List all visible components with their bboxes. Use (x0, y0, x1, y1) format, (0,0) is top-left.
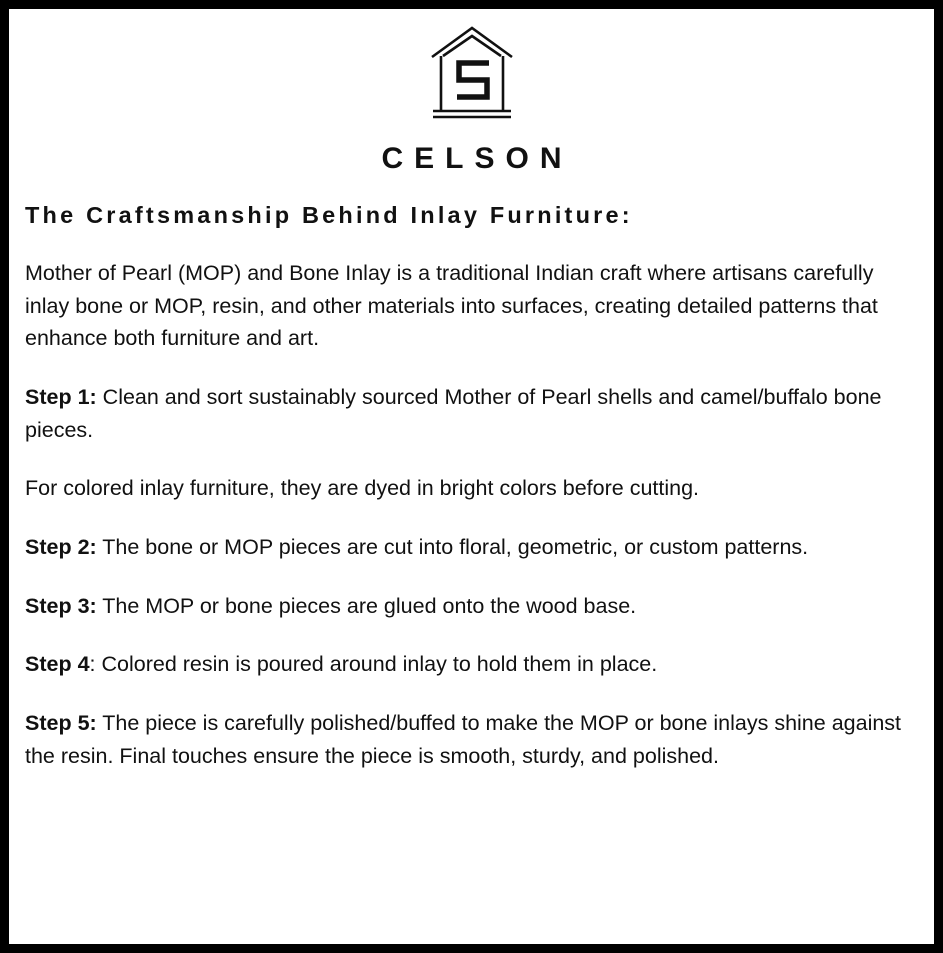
paragraph (25, 707, 918, 772)
paragraph (25, 531, 918, 564)
paragraph (25, 257, 918, 355)
paragraph-text: For colored inlay furniture, they are dyed in bright colors before cutting. (25, 476, 700, 501)
paragraph-text: The MOP or bone pieces are glued onto the wood base. (96, 593, 637, 618)
paragraph (25, 381, 918, 446)
paragraph (25, 472, 918, 505)
body-content (25, 257, 918, 772)
paragraph (25, 590, 918, 623)
brand-name: CELSON (381, 142, 573, 175)
paragraph-text: The piece is carefully polished/buffed to make the MOP or bone inlays shine against the resin. Final touches ensure the piece is smooth, sturdy, and polished. (25, 711, 902, 768)
paragraph-lead: Step 1: (25, 385, 97, 410)
paragraph-lead: Step 3: (25, 593, 97, 618)
paragraph-text: Mother of Pearl (MOP) and Bone Inlay is a traditional Indian craft where artisans carefully inlay bone or MOP, resin, and other materials into surfaces, creating detailed patterns that enhance both furniture and art. (25, 261, 878, 351)
brand-header (25, 19, 918, 176)
paragraph-lead: Step 5: (25, 711, 97, 736)
paragraph-text: Clean and sort sustainably sourced Mother of Pearl shells and camel/buffalo bone pieces. (25, 385, 882, 442)
paragraph-lead: Step 4 (25, 652, 90, 677)
paragraph (25, 648, 918, 681)
paragraph-lead: Step 2: (25, 535, 97, 560)
house-with-s-monogram-logo-icon (429, 23, 515, 119)
page-title: The Craftsmanship Behind Inlay Furniture: (25, 202, 633, 228)
paragraph-text: The bone or MOP pieces are cut into floral, geometric, or custom patterns. (96, 535, 809, 560)
paragraph-text: : Colored resin is poured around inlay to hold them in place. (89, 652, 658, 677)
